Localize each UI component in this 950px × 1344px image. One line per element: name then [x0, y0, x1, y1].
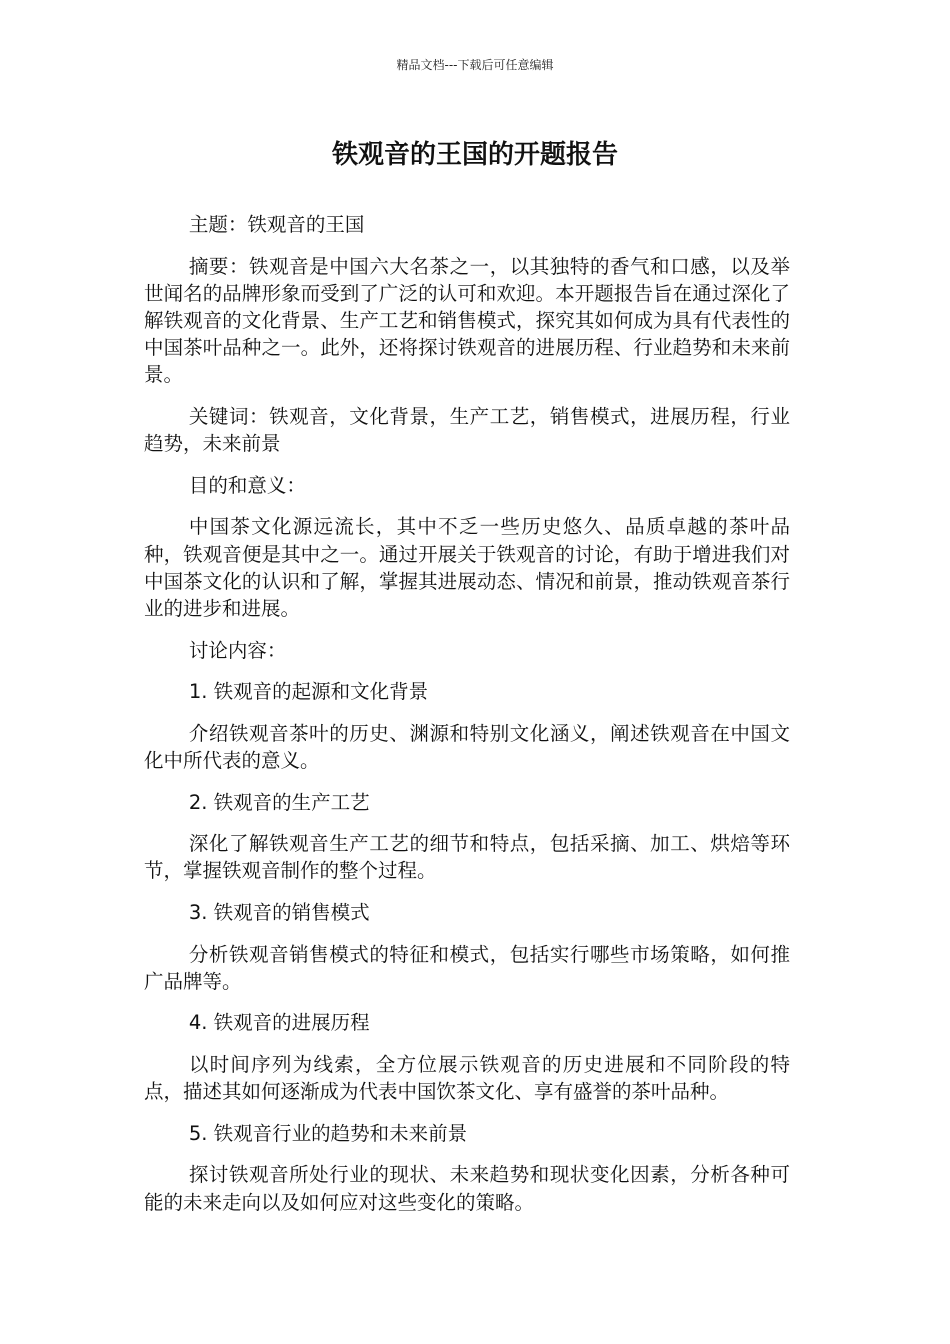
item1-paragraph: 介绍铁观音茶叶的历史、渊源和特别文化涵义，阐述铁观音在中国文化中所代表的意义。 [144, 721, 790, 772]
purpose-paragraph: 中国茶文化源远流长，其中不乏一些历史悠久、品质卓越的茶叶品种，铁观音便是其中之一。通过开展关于铁观音的讨论，有助于增进我们对中国茶文化的认识和了解，掌握其进展动态、情况和前景，推动铁观音茶行业的进步和进展。 [144, 515, 790, 620]
item1-heading: 1. 铁观音的起源和文化背景 [188, 680, 429, 704]
item4-heading: 4. 铁观音的进展历程 [188, 1011, 370, 1035]
item3-heading: 3. 铁观音的销售模式 [188, 900, 370, 924]
item2-heading: 2. 铁观音的生产工艺 [188, 790, 370, 814]
keywords-paragraph: 关键词：铁观音，文化背景，生产工艺，销售模式，进展历程，行业趋势，未来前景 [144, 405, 790, 456]
item5-heading: 5. 铁观音行业的趋势和未来前景 [188, 1121, 468, 1145]
document-body [144, 211, 790, 1230]
content-heading: 讨论内容： [188, 638, 287, 662]
abstract-paragraph: 摘要：铁观音是中国六大名茶之一，以其独特的香气和口感，以及举世闻名的品牌形象而受到了广泛的认可和欢迎。本开题报告旨在通过深化了解铁观音的文化背景、生产工艺和销售模式，探究其如何成为具有代表性的中国茶叶品种之一。此外，还将探讨铁观音的进展历程、行业趋势和未来前景。 [144, 254, 790, 387]
item2-paragraph: 深化了解铁观音生产工艺的细节和特点，包括采摘、加工、烘焙等环节，掌握铁观音制作的整个过程。 [144, 832, 790, 883]
item4-paragraph: 以时间序列为线索，全方位展示铁观音的历史进展和不同阶段的特点，描述其如何逐渐成为代表中国饮茶文化、享有盛誉的茶叶品种。 [144, 1052, 790, 1104]
subject-line: 主题：铁观音的王国 [188, 213, 365, 236]
purpose-heading: 目的和意义： [188, 473, 306, 497]
document-title: 铁观音的王国的开题报告 [331, 140, 618, 170]
item3-paragraph: 分析铁观音销售模式的特征和模式，包括实行哪些市场策略，如何推广品牌等。 [144, 942, 790, 993]
page-header-note: 精品文档---下载后可任意编辑 [396, 58, 554, 72]
item5-paragraph: 探讨铁观音所处行业的现状、未来趋势和现状变化因素，分析各种可能的未来走向以及如何应对这些变化的策略。 [144, 1163, 790, 1214]
